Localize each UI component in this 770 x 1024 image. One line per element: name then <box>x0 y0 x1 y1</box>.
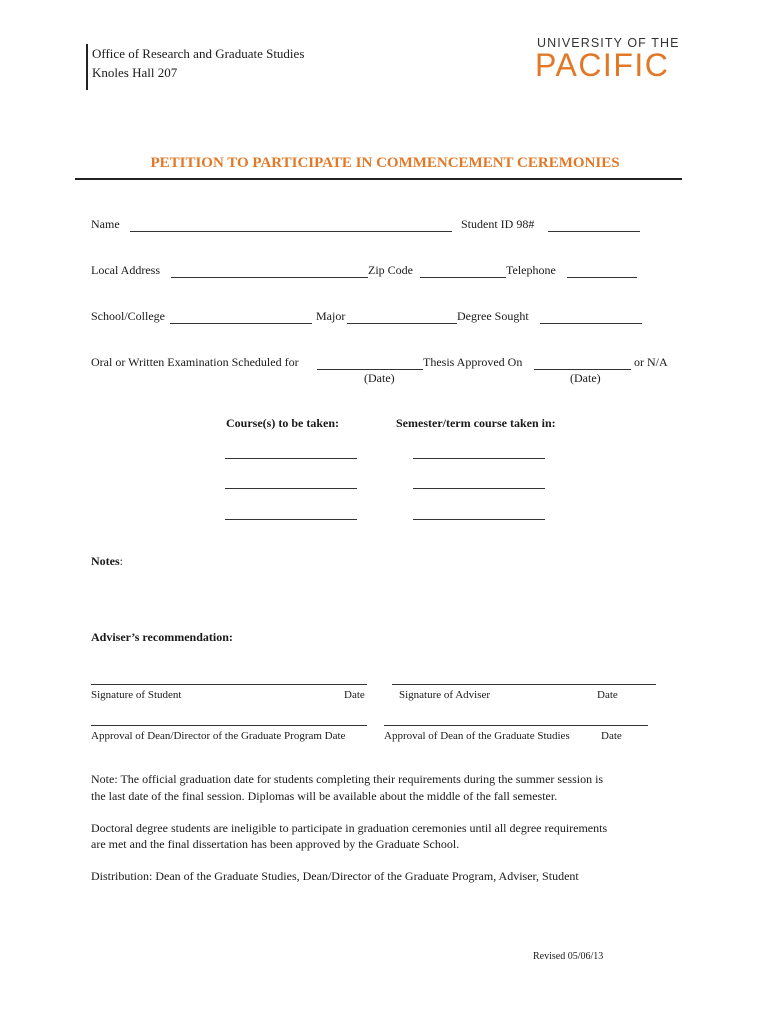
adviser-date-label: Date <box>597 689 618 701</box>
course-field-1[interactable] <box>225 458 357 459</box>
notes-label-text: Notes <box>91 554 120 568</box>
student-id-field[interactable] <box>548 231 640 232</box>
distribution-note: Distribution: Dean of the Graduate Studies, Dean/Director of the Graduate Program, Adviser, Student <box>91 869 579 883</box>
dean-director-approval-label: Approval of Dean/Director of the Graduate Program Date <box>91 730 346 742</box>
major-field[interactable] <box>347 323 457 324</box>
graduation-note-line1: Note: The official graduation date for students completing their requirements during the summer session is <box>91 772 604 786</box>
dean-graduate-approval-field[interactable] <box>384 725 648 726</box>
dean-graduate-date-label: Date <box>601 730 622 742</box>
thesis-date-caption: (Date) <box>570 371 601 385</box>
oral-exam-date-caption: (Date) <box>364 371 395 385</box>
doctoral-note-line1: Doctoral degree students are ineligible to participate in graduation ceremonies until all degree requirements <box>91 821 608 835</box>
dean-graduate-approval-label: Approval of Dean of the Graduate Studies <box>384 730 570 742</box>
semester-field-2[interactable] <box>413 488 545 489</box>
student-id-label: Student ID 98# <box>461 217 535 231</box>
university-logo <box>535 36 680 83</box>
name-field[interactable] <box>130 231 452 232</box>
oral-exam-label: Oral or Written Examination Scheduled for <box>91 355 299 369</box>
office-room: Knoles Hall 207 <box>92 65 178 80</box>
notes-label-colon: : <box>119 554 124 568</box>
notes-label <box>91 554 123 569</box>
degree-sought-field[interactable] <box>540 323 642 324</box>
course-field-2[interactable] <box>225 488 357 489</box>
semester-field-1[interactable] <box>413 458 545 459</box>
logo-top-text: UNIVERSITY OF THE <box>537 36 680 50</box>
or-na-label: or N/A <box>634 355 668 369</box>
graduation-note-line2: the last date of the final session. Diplomas will be available about the middle of the fall semester. <box>91 789 558 803</box>
local-address-label: Local Address <box>91 263 160 277</box>
major-label: Major <box>316 309 346 323</box>
thesis-approved-label: Thesis Approved On <box>423 355 523 369</box>
zip-code-label: Zip Code <box>368 263 413 277</box>
semester-field-3[interactable] <box>413 519 545 520</box>
title-rule <box>75 178 682 180</box>
telephone-field[interactable] <box>567 277 637 278</box>
school-college-field[interactable] <box>170 323 312 324</box>
courses-header: Course(s) to be taken: <box>226 416 339 430</box>
revision-date: Revised 05/06/13 <box>533 951 604 962</box>
student-date-label: Date <box>344 689 365 701</box>
telephone-label: Telephone <box>506 263 556 277</box>
student-signature-field[interactable] <box>91 684 367 685</box>
student-signature-label: Signature of Student <box>91 689 182 701</box>
adviser-recommendation-label: Adviser’s recommendation: <box>91 630 233 644</box>
name-label: Name <box>91 217 120 231</box>
adviser-signature-field[interactable] <box>392 684 656 685</box>
oral-exam-date-field[interactable] <box>317 369 423 370</box>
header-rule <box>86 44 88 90</box>
school-college-label: School/College <box>91 309 165 323</box>
semester-header: Semester/term course taken in: <box>396 416 556 430</box>
office-name: Office of Research and Graduate Studies <box>92 46 305 61</box>
page-title: PETITION TO PARTICIPATE IN COMMENCEMENT CEREMONIES <box>150 155 620 171</box>
logo-bottom-text: PACIFIC <box>535 47 670 83</box>
thesis-approved-date-field[interactable] <box>534 369 631 370</box>
dean-director-approval-field[interactable] <box>91 725 367 726</box>
zip-code-field[interactable] <box>420 277 506 278</box>
adviser-signature-label: Signature of Adviser <box>399 689 491 701</box>
degree-sought-label: Degree Sought <box>457 309 529 323</box>
course-field-3[interactable] <box>225 519 357 520</box>
local-address-field[interactable] <box>171 277 368 278</box>
doctoral-note-line2: are met and the final dissertation has been approved by the Graduate School. <box>91 837 460 851</box>
